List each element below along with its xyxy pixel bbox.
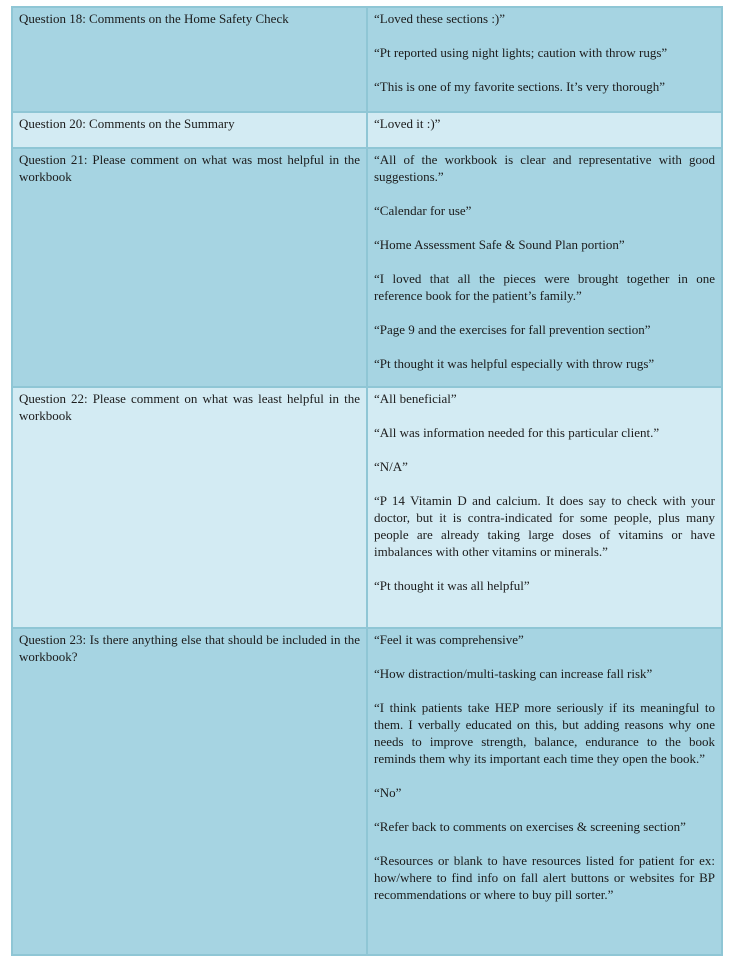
answer-text: “All was information needed for this particular client.” xyxy=(374,425,660,440)
answer-cell xyxy=(368,388,721,627)
answer-cell xyxy=(368,149,721,386)
answer-text: “No” xyxy=(374,785,402,800)
answer-text: “I loved that all the pieces were brought together in one reference book for the patient’s family.” xyxy=(374,271,715,303)
answer-text: “N/A” xyxy=(374,459,408,474)
feedback-table xyxy=(11,6,723,956)
answer-text: “Feel it was comprehensive” xyxy=(374,632,524,647)
question-text: Question 21: Please comment on what was most helpful in the workbook xyxy=(19,152,360,184)
question-text: Question 23: Is there anything else that should be included in the workbook? xyxy=(19,632,360,664)
answer-text: “All beneficial” xyxy=(374,391,457,406)
answer-text: “I think patients take HEP more seriously if its meaningful to them. I verbally educated on this, but adding reasons why one needs to improve strength, balance, endurance to the book reminds them why its important each time they open the book.” xyxy=(374,700,715,766)
answer-text: “Pt thought it was all helpful” xyxy=(374,578,530,593)
answer-text: “Page 9 and the exercises for fall prevention section” xyxy=(374,322,651,337)
answer-cell xyxy=(368,113,721,147)
answer-text: “Pt reported using night lights; caution with throw rugs” xyxy=(374,45,668,60)
question-cell xyxy=(13,149,366,386)
question-text: Question 20: Comments on the Summary xyxy=(19,116,235,131)
answer-cell xyxy=(368,629,721,954)
question-text: Question 18: Comments on the Home Safety Check xyxy=(19,11,289,26)
question-cell xyxy=(13,8,366,111)
question-text: Question 22: Please comment on what was least helpful in the workbook xyxy=(19,391,360,423)
answer-text: “Pt thought it was helpful especially with throw rugs” xyxy=(374,356,655,371)
answer-text: “Home Assessment Safe & Sound Plan portion” xyxy=(374,237,625,252)
answer-text: “How distraction/multi-tasking can increase fall risk” xyxy=(374,666,653,681)
answer-text: “Refer back to comments on exercises & screening section” xyxy=(374,819,686,834)
question-cell xyxy=(13,629,366,954)
table-row xyxy=(13,388,721,627)
answer-cell xyxy=(368,8,721,111)
question-cell xyxy=(13,388,366,627)
question-cell xyxy=(13,113,366,147)
answer-text: “This is one of my favorite sections. It’s very thorough” xyxy=(374,79,665,94)
table-row xyxy=(13,629,721,954)
table-row xyxy=(13,113,721,147)
answer-text: “Resources or blank to have resources listed for patient for ex: how/where to find info on fall alert buttons or websites for BP recommendations or where to buy pill sorter.” xyxy=(374,853,715,902)
answer-text: “All of the workbook is clear and representative with good suggestions.” xyxy=(374,152,715,184)
answer-text: “Loved it :)” xyxy=(374,116,441,131)
answer-text: “Calendar for use” xyxy=(374,203,472,218)
answer-text: “Loved these sections :)” xyxy=(374,11,506,26)
answer-text: “P 14 Vitamin D and calcium. It does say to check with your doctor, but it is contra-indicated for some people, plus many people are already taking large doses of vitamins or have imbalances with other vitamins or minerals.” xyxy=(374,493,715,559)
table-row xyxy=(13,8,721,111)
table-row xyxy=(13,149,721,386)
